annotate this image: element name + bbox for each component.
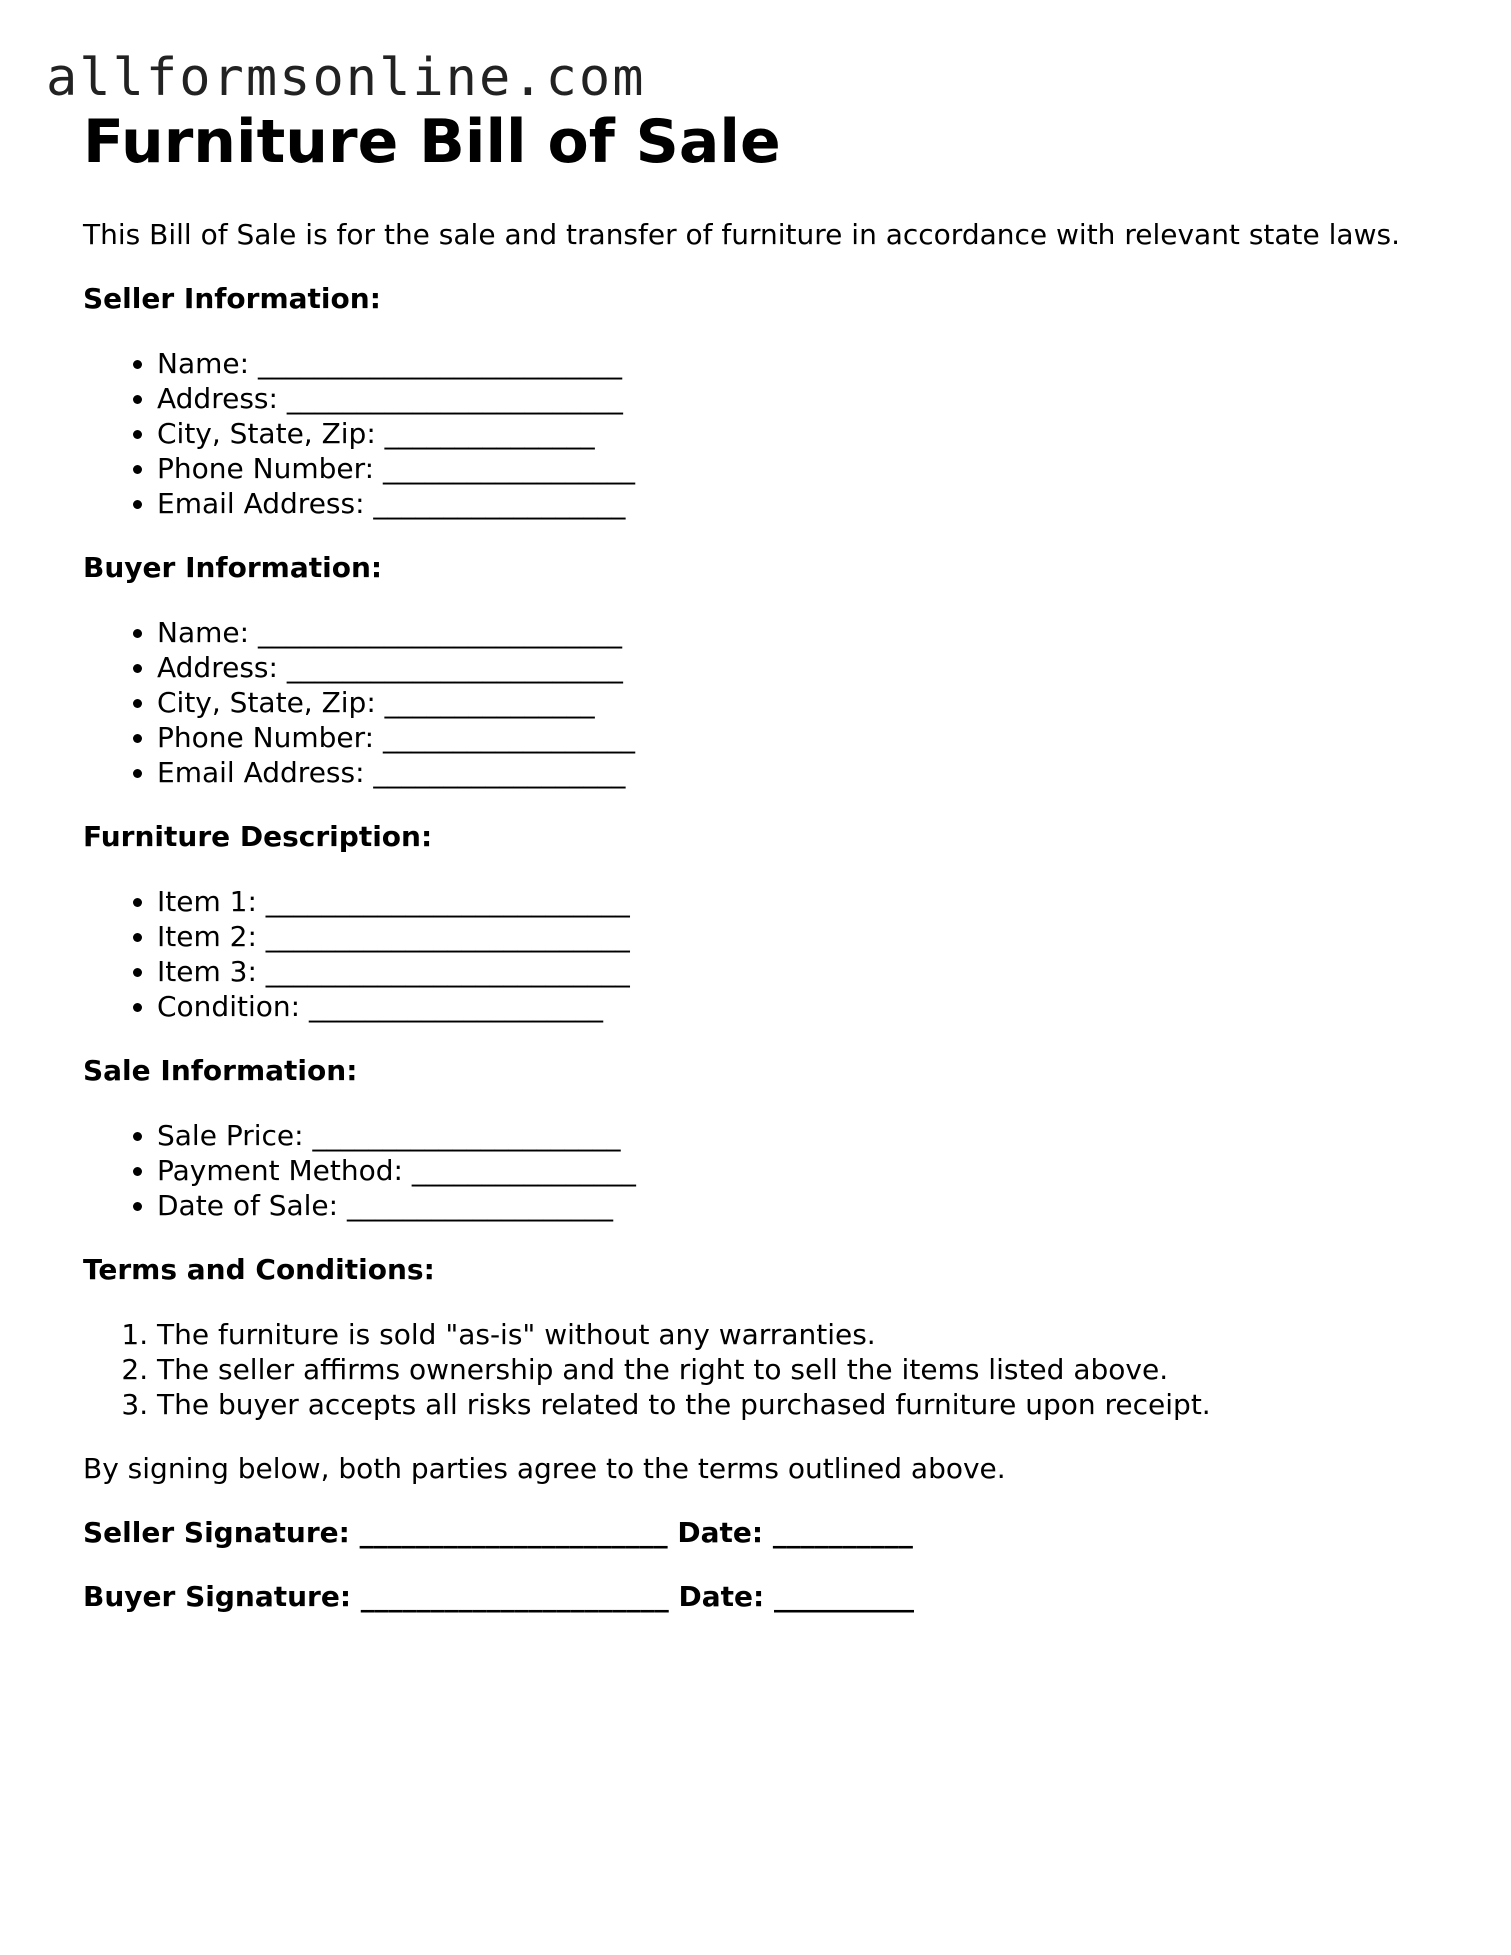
term-item: 3. The buyer accepts all risks related to the purchased furniture upon receipt.	[157, 1387, 1443, 1422]
condition-field: • Condition: _____________________	[157, 989, 1443, 1024]
term-item: 2. The seller affirms ownership and the right to sell the items listed above.	[157, 1352, 1443, 1387]
intro-paragraph: This Bill of Sale is for the sale and transfer of furniture in accordance with relevant state laws.	[83, 218, 1400, 251]
buyer-signature-line	[83, 1580, 1443, 1614]
buyer-phone-field: • Phone Number: __________________	[157, 720, 1443, 755]
site-watermark: allformsonline.com	[46, 48, 646, 108]
sale-section-heading: Sale Information:	[83, 1054, 358, 1087]
payment-method-field: • Payment Method: ________________	[157, 1153, 1443, 1188]
page-title: Furniture Bill of Sale	[83, 107, 781, 177]
seller-field-list	[83, 346, 1443, 521]
seller-signature-label: Seller Signature: ______________________	[83, 1516, 668, 1549]
buyer-name-field: • Name: __________________________	[157, 615, 1443, 650]
seller-section-heading: Seller Information:	[83, 282, 381, 315]
terms-list	[83, 1317, 1443, 1422]
document-body	[83, 102, 1443, 1614]
agreement-statement: By signing below, both parties agree to the terms outlined above.	[83, 1452, 1006, 1485]
seller-name-field: • Name: __________________________	[157, 346, 1443, 381]
item-2-field: • Item 2: __________________________	[157, 919, 1443, 954]
buyer-section-heading: Buyer Information:	[83, 551, 383, 584]
term-item: 1. The furniture is sold "as-is" without any warranties.	[157, 1317, 1443, 1352]
seller-address-field: • Address: ________________________	[157, 381, 1443, 416]
date-of-sale-field: • Date of Sale: ___________________	[157, 1188, 1443, 1223]
seller-phone-field: • Phone Number: __________________	[157, 451, 1443, 486]
buyer-field-list	[83, 615, 1443, 790]
item-1-field: • Item 1: __________________________	[157, 884, 1443, 919]
terms-section-heading: Terms and Conditions:	[83, 1253, 435, 1286]
buyer-email-field: • Email Address: __________________	[157, 755, 1443, 790]
sale-price-field: • Sale Price: ______________________	[157, 1118, 1443, 1153]
seller-signature-line	[83, 1516, 1443, 1550]
buyer-city-state-zip-field: • City, State, Zip: _______________	[157, 685, 1443, 720]
furniture-section-heading: Furniture Description:	[83, 820, 433, 853]
buyer-date-label: Date: __________	[678, 1580, 914, 1613]
seller-city-state-zip-field: • City, State, Zip: _______________	[157, 416, 1443, 451]
seller-date-label: Date: __________	[677, 1516, 913, 1549]
sale-field-list	[83, 1118, 1443, 1223]
buyer-address-field: • Address: ________________________	[157, 650, 1443, 685]
buyer-signature-label: Buyer Signature: ______________________	[83, 1580, 669, 1613]
furniture-field-list	[83, 884, 1443, 1024]
seller-email-field: • Email Address: __________________	[157, 486, 1443, 521]
item-3-field: • Item 3: __________________________	[157, 954, 1443, 989]
